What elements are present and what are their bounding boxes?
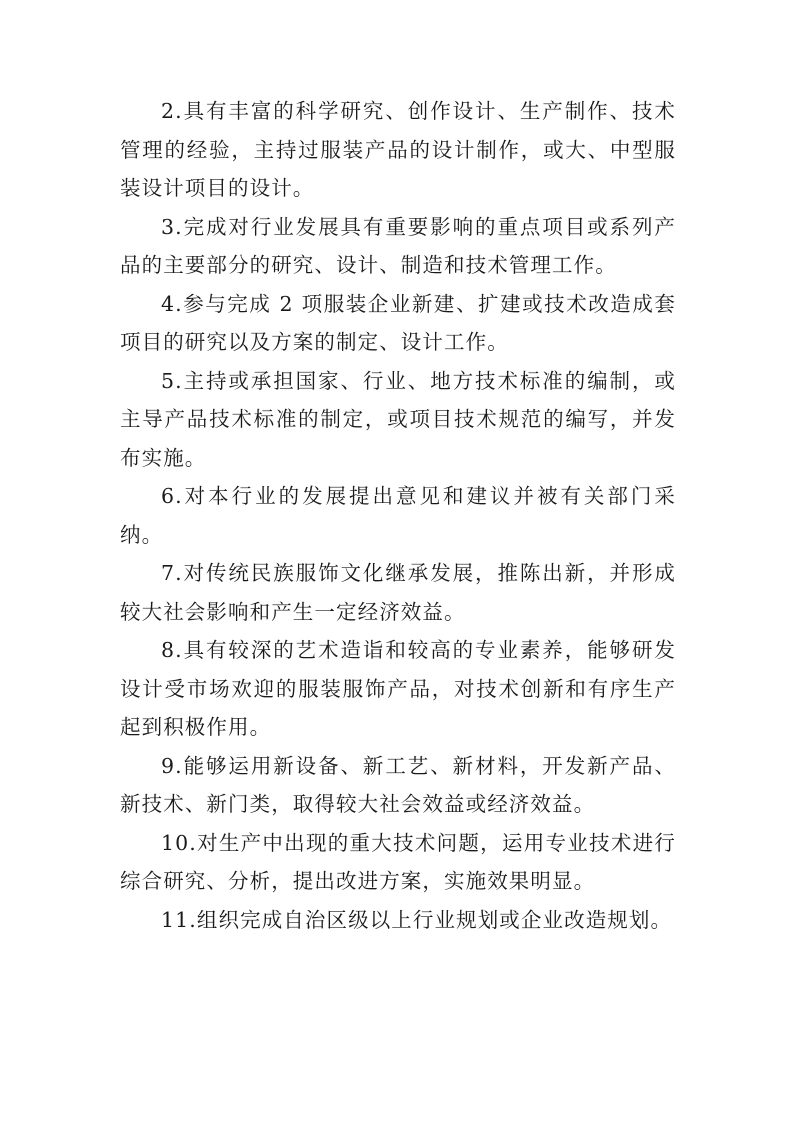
paragraph-item-11: 11.组织完成自治区级以上行业规划或企业改造规划。 (161, 907, 673, 932)
paragraph-item-6: 6.对本行业的发展提出意见和建议并被有关部门采纳。 (120, 484, 676, 547)
document-body (120, 92, 676, 939)
paragraph-item-3: 3.完成对行业发展具有重要影响的重点项目或系列产品的主要部分的研究、设计、制造和技术管理工作。 (120, 214, 676, 277)
paragraph-item-4: 4.参与完成 2 项服装企业新建、扩建或技术改造成套项目的研究以及方案的制定、设计工作。 (120, 291, 676, 354)
paragraph-item-7: 7.对传统民族服饰文化继承发展，推陈出新，并形成较大社会影响和产生一定经济效益。 (120, 561, 676, 624)
paragraph-item-9: 9.能够运用新设备、新工艺、新材料，开发新产品、新技术、新门类，取得较大社会效益或经济效益。 (120, 753, 676, 816)
paragraph-item-2: 2.具有丰富的科学研究、创作设计、生产制作、技术管理的经验，主持过服装产品的设计制作，或大、中型服装设计项目的设计。 (120, 99, 676, 200)
paragraph-item-10: 10.对生产中出现的重大技术问题，运用专业技术进行综合研究、分析，提出改进方案，实施效果明显。 (120, 830, 676, 893)
paragraph-item-8: 8.具有较深的艺术造诣和较高的专业素养，能够研发设计受市场欢迎的服装服饰产品，对技术创新和有序生产起到积极作用。 (120, 638, 676, 739)
paragraph-item-5: 5.主持或承担国家、行业、地方技术标准的编制，或主导产品技术标准的制定，或项目技术规范的编写，并发布实施。 (120, 368, 676, 470)
